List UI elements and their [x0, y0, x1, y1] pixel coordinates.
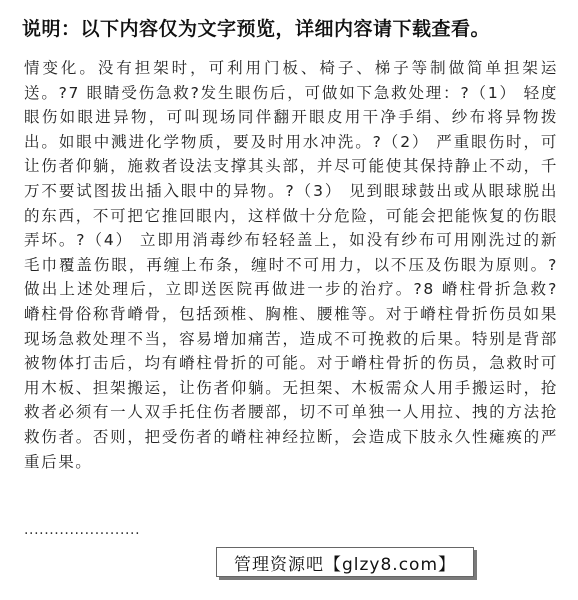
dotted-separator: ·······················	[24, 526, 141, 542]
document-body-text: 情变化。没有担架时，可利用门板、椅子、梯子等制做简单担架运送。?7 眼睛受伤急救?发生眼伤后，可做如下急救处理：?（1） 轻度眼伤如眼进异物，可叫现场同伴翻开眼皮用干净手绢、纱布将异物拨出。如眼中溅进化学物质，要及时用水冲洗。?（2） 严重眼伤时，可让伤者仰躺，施救者设法支撑其头部，并尽可能使其保持静止不动，千万不要试图拔出插入眼中的异物。?（3） 见到眼球鼓出或从眼球脱出的东西，不可把它推回眼内，这样做十分危险，可能会把能恢复的伤眼弄坏。?（4） 立即用消毒纱布轻轻盖上，如没有纱布可用刚洗过的新毛巾覆盖伤眼，再缠上布条，缠时不可用力，以不压及伤眼为原则。? 做出上述处理后，立即送医院再做进一步的治疗。?8 嵴柱骨折急救? 嵴柱骨俗称背嵴骨，包括颈椎、胸椎、腰椎等。对于嵴柱骨折伤员如果现场急救处理不当，容易增加痛苦，造成不可挽救的后果。特别是背部被物体打击后，均有嵴柱骨折的可能。对于嵴柱骨折的伤员，急救时可用木板、担架搬运，让伤者仰躺。无担架、木板需众人用手搬运时，抢救者必须有一人双手托住伤者腰部，切不可单独一人用拉、拽的方法抢救伤者。否则，把受伤者的嵴柱神经拉断，会造成下肢永久性瘫痪的严重后果。	[24, 59, 558, 471]
site-footer-label: 管理资源吧【glzy8.com】	[233, 554, 457, 575]
site-footer-link[interactable]	[216, 547, 474, 577]
preview-notice: 说明：以下内容仅为文字预览，详细内容请下载查看。	[22, 18, 491, 40]
